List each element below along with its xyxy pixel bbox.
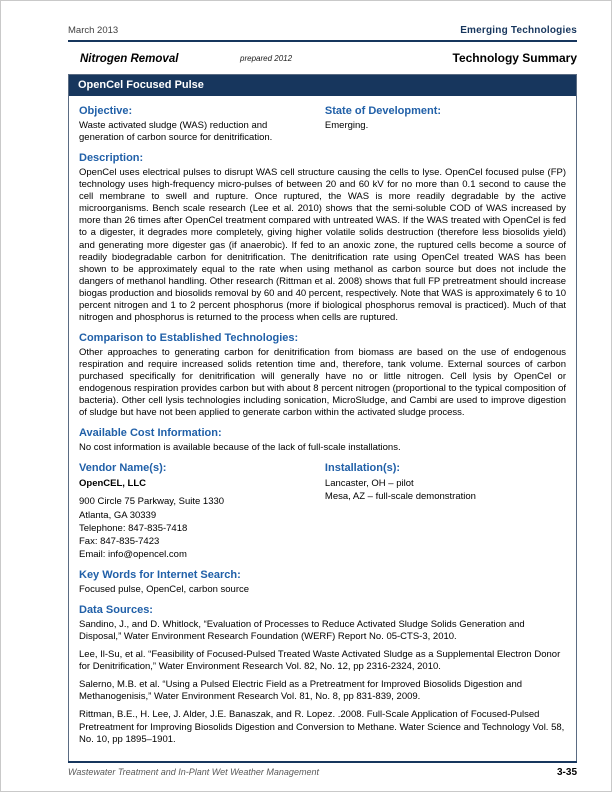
description-heading: Description:	[79, 152, 144, 165]
objective-heading: Objective:	[79, 105, 133, 117]
page-footer	[68, 757, 577, 778]
vendor-section	[79, 454, 325, 561]
footer-title: Wastewater Treatment and In-Plant Wet Weather Management	[68, 767, 319, 777]
installation-heading: Installation(s):	[324, 462, 401, 475]
vendor-telephone: Telephone: 847-835-7418	[79, 522, 188, 534]
installation-item: Lancaster, OH – pilot	[324, 478, 414, 490]
keywords-body: Focused pulse, OpenCel, carbon source	[79, 584, 250, 596]
title-bar: OpenCel Focused Pulse	[69, 75, 576, 96]
vendor-fax: Fax: 847-835-7423	[79, 535, 160, 547]
comparison-heading: Comparison to Established Technologies:	[79, 331, 299, 344]
content-box	[68, 74, 577, 762]
comparison-section	[79, 332, 566, 419]
data-sources-section	[79, 604, 566, 746]
description-section	[79, 152, 566, 324]
state-of-development-heading: State of Development:	[324, 105, 442, 117]
content-inner	[69, 96, 576, 761]
data-source-item: Lee, Il-Su, et al. “Feasibility of Focused-Pulsed Treated Waste Activated Sludge as a Supplemental Electron Donor for Denitrification,” Water Environment Research Vol. 82, No. 12, pp 2316-2324, 2010.	[79, 649, 561, 673]
state-of-development-section	[325, 97, 566, 144]
description-body: OpenCel uses electrical pulses to disrupt WAS cell structure causing the cells to lyse. OpenCel focused pulse (FP) technology uses high-frequency micro-pulses of between 20 and 60 kV for no more than 0.1 second to cause the cell membrane to swell and rupture. Once ruptured, the WAS is more readily degradable by the active microorganisms. Bench scale research (Lee et al. 2010) shows that the semi-soluble COD of WAS increased by more than 26 times after OpenCel treatment compared with untreated WAS. If the WAS treated with OpenCel is fed to a digester, it degrades more completely, giving higher volatile solids destruction (therefore less biosolids yield) and generating more digester gas (if anaerobic). If fed to an anoxic zone, the ruptured cells become a source of readily biodegradable carbon for denitrification. The denitrification rate using OpenCel treated WAS has been shown to be approximately equal to the rate when using methanol as carbon source but does not include the dangers of methanol handling. Other research (Rittman et al. 2008) shows that full FP pretreatment should increase biogas production and biosolids removal by 60 and 40 percent, respectively. Note that WAS is approximately 6 to 10 percent nitrogen and 1 to 2 percent phosphorus (more if biological phosphorus removal is practiced). Much of that nitrogen and phosphorus is returned to the process when cells are ruptured.	[79, 167, 566, 323]
vendor-heading: Vendor Name(s):	[79, 462, 167, 475]
installation-section	[325, 454, 566, 561]
page-number: 3-35	[556, 767, 577, 778]
header-row	[68, 25, 577, 36]
cost-section	[79, 427, 566, 454]
objective-state-row	[79, 97, 566, 144]
footer-row	[68, 767, 577, 778]
objective-section	[79, 97, 325, 144]
cost-heading: Available Cost Information:	[79, 427, 222, 440]
vendor-email: Email: info@opencel.com	[79, 548, 187, 560]
keywords-section	[79, 569, 566, 596]
keywords-heading: Key Words for Internet Search:	[79, 569, 241, 582]
vendor-name: OpenCEL, LLC	[79, 478, 147, 490]
vendor-installation-row	[79, 454, 566, 561]
prepared-note: prepared 2012	[240, 54, 293, 63]
state-of-development-body: Emerging.	[324, 120, 369, 131]
data-source-item: Rittman, B.E., H. Lee, J. Alder, J.E. Banaszak, and R. Lopez. .2008. Full-Scale Application of Focused-Pulsed Pretreatment for Improving Biosolids Digestion and Conversion to Methane. Water Science and Technology Vol. 58, No. 10, pp 1895–1901.	[79, 709, 565, 745]
header-rule	[68, 40, 577, 42]
comparison-body: Other approaches to generating carbon for denitrification from biomass are based on the use of endogenous respiration and require increased solids retention time and, therefore, tank volume. External sources of carbon purchased specifically for denitrification will generally have no or little nitrogen. Cell lysis by OpenCel or endogenous respiration provides carbon but with about 8 percent nitrogen (proportional to the typical composition of bacteria). Other cell lysis technologies including sonication, MicroSludge, and Cambi are used to improve digestion of sludge but have not been applied to generate carbon within the activated sludge process.	[79, 346, 566, 419]
doc-title-left: Nitrogen Removal	[80, 53, 179, 65]
cost-body: No cost information is available because of the lack of full-scale installations.	[79, 442, 401, 454]
vendor-address-line-2: Atlanta, GA 30339	[79, 509, 157, 521]
data-source-item: Salerno, M.B. et al. “Using a Pulsed Electric Field as a Pretreatment for Improved Biosolids Digestion and Methanogenisis,” Water Environment Research Vol. 81, No. 8, pp 831-839, 2009.	[79, 679, 523, 703]
subheader-row	[68, 51, 577, 65]
installation-item: Mesa, AZ – full-scale demonstration	[324, 491, 476, 503]
data-sources-heading: Data Sources:	[79, 604, 153, 617]
data-source-item: Sandino, J., and D. Whitlock, “Evaluation of Processes to Reduce Activated Sludge Solids Generation and Disposal,” Water Environment Research Foundation (WERF) Report No. 05-CTS-3, 2010.	[79, 619, 525, 643]
page-header	[68, 25, 577, 65]
footer-rule	[68, 761, 577, 763]
doc-title-right: Technology Summary	[452, 51, 577, 65]
objective-body: Waste activated sludge (WAS) reduction and generation of carbon source for denitrification.	[79, 120, 273, 144]
header-brand: Emerging Technologies	[460, 25, 577, 36]
vendor-address-line-1: 900 Circle 75 Parkway, Suite 1330	[79, 496, 225, 508]
header-date: March 2013	[68, 25, 119, 36]
